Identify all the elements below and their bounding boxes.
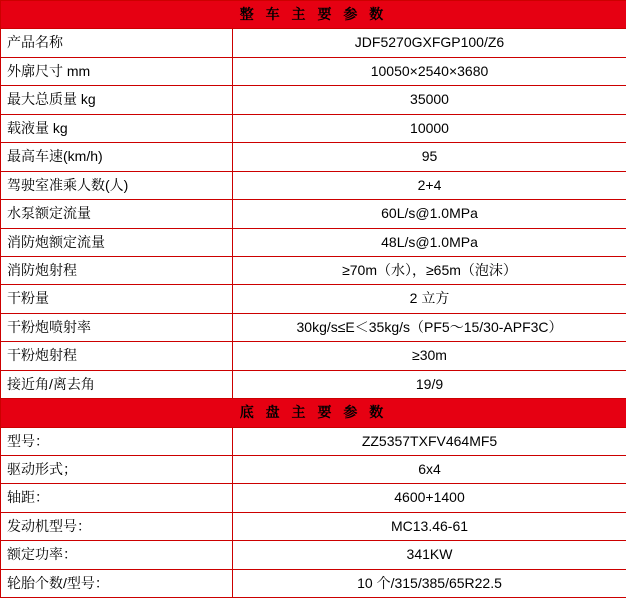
- table-row: [1, 313, 626, 341]
- table-row: [1, 512, 626, 540]
- spec-value: 341KW: [233, 541, 626, 569]
- spec-label: 干粉炮喷射率: [1, 313, 233, 341]
- section-header-row: [1, 399, 626, 427]
- table-row: [1, 370, 626, 398]
- table-row: [1, 427, 626, 455]
- spec-value: 2+4: [233, 171, 626, 199]
- table-row: [1, 456, 626, 484]
- table-row: [1, 171, 626, 199]
- spec-label: 最高车速(km/h): [1, 143, 233, 171]
- table-row: [1, 285, 626, 313]
- spec-value: 2 立方: [233, 285, 626, 313]
- spec-value: ≥70m（水），≥65m（泡沫）: [233, 256, 626, 284]
- table-row: [1, 86, 626, 114]
- spec-label: 外廓尺寸 mm: [1, 57, 233, 85]
- spec-label: 载液量 kg: [1, 114, 233, 142]
- spec-value: 35000: [233, 86, 626, 114]
- table-row: [1, 569, 626, 597]
- spec-value: ≥30m: [233, 342, 626, 370]
- spec-label: 最大总质量 kg: [1, 86, 233, 114]
- section-header-row: [1, 1, 626, 29]
- spec-label: 干粉炮射程: [1, 342, 233, 370]
- spec-value: JDF5270GXFGP100/Z6: [233, 29, 626, 57]
- spec-value: ZZ5357TXFV464MF5: [233, 427, 626, 455]
- spec-value: 4600+1400: [233, 484, 626, 512]
- spec-label: 干粉量: [1, 285, 233, 313]
- spec-value: 6x4: [233, 456, 626, 484]
- spec-value: 95: [233, 143, 626, 171]
- spec-label: 接近角/离去角: [1, 370, 233, 398]
- spec-label: 水泵额定流量: [1, 200, 233, 228]
- spec-label: 产品名称: [1, 29, 233, 57]
- spec-label: 轮胎个数/型号：: [1, 569, 233, 597]
- table-row: [1, 342, 626, 370]
- section-title-chassis: 底 盘 主 要 参 数: [1, 399, 626, 427]
- table-row: [1, 29, 626, 57]
- table-row: [1, 57, 626, 85]
- table-row: [1, 484, 626, 512]
- spec-value: 10050×2540×3680: [233, 57, 626, 85]
- spec-value: MC13.46-61: [233, 512, 626, 540]
- table-row: [1, 228, 626, 256]
- spec-label: 驱动形式；: [1, 456, 233, 484]
- spec-value: 10 个/315/385/65R22.5: [233, 569, 626, 597]
- spec-label: 轴距：: [1, 484, 233, 512]
- table-row: [1, 114, 626, 142]
- table-row: [1, 200, 626, 228]
- table-row: [1, 541, 626, 569]
- spec-label: 消防炮射程: [1, 256, 233, 284]
- spec-value: 19/9: [233, 370, 626, 398]
- spec-value: 60L/s@1.0MPa: [233, 200, 626, 228]
- spec-label: 消防炮额定流量: [1, 228, 233, 256]
- section-title-vehicle: 整 车 主 要 参 数: [1, 1, 626, 29]
- spec-value: 30kg/s≤E＜35kg/s（PF5～15/30-APF3C）: [233, 313, 626, 341]
- spec-label: 额定功率：: [1, 541, 233, 569]
- spec-value: 48L/s@1.0MPa: [233, 228, 626, 256]
- spec-label: 发动机型号：: [1, 512, 233, 540]
- spec-label: 型号：: [1, 427, 233, 455]
- table-row: [1, 143, 626, 171]
- spec-label: 驾驶室准乘人数(人): [1, 171, 233, 199]
- spec-value: 10000: [233, 114, 626, 142]
- table-row: [1, 256, 626, 284]
- table-body: [1, 1, 626, 598]
